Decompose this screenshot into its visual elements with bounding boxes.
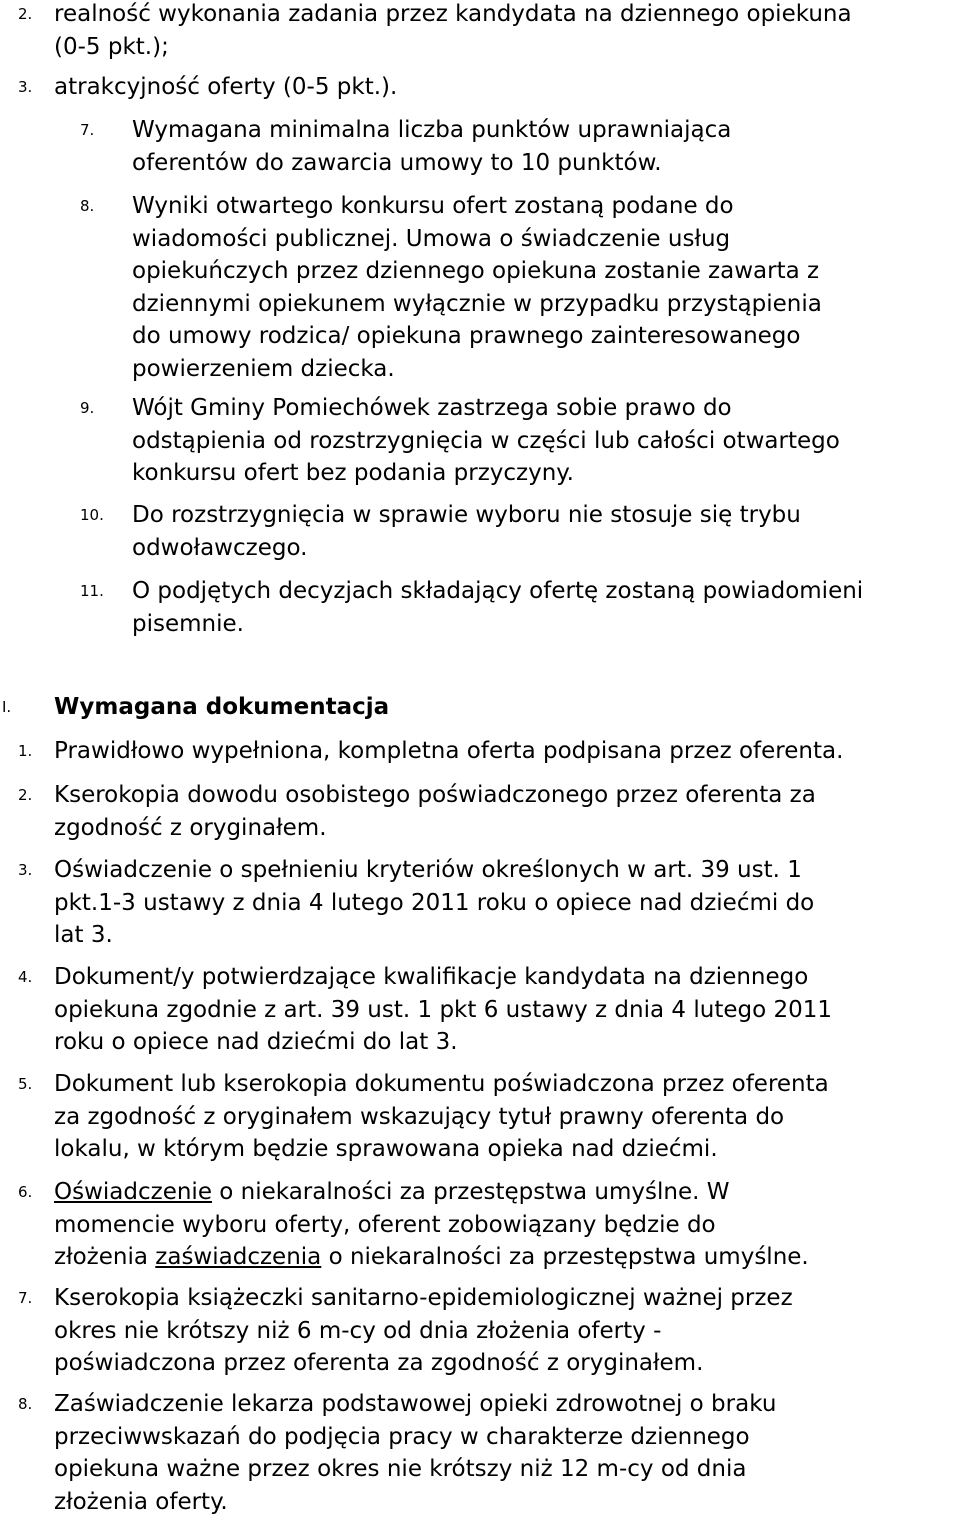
list-text	[54, 735, 843, 768]
text-line: Dokument lub kserokopia dokumentu poświadczona przez oferenta	[54, 1071, 829, 1097]
text-line: atrakcyjność oferty (0-5 pkt.).	[54, 74, 398, 100]
text-line	[54, 1241, 809, 1274]
text-fragment: złożenia	[54, 1244, 156, 1270]
list-text	[132, 499, 801, 564]
text-fragment: o niekaralności za przestępstwa umyślne.	[321, 1244, 809, 1270]
text-line: Kserokopia dowodu osobistego poświadczonego przez oferenta za	[54, 782, 816, 808]
list-text	[54, 854, 814, 952]
text-line: poświadczona przez oferenta za zgodność z oryginałem.	[54, 1350, 704, 1376]
list-number: 5.	[18, 1075, 33, 1093]
text-line: Wymagana minimalna liczba punktów uprawniająca	[132, 117, 732, 143]
list-text	[54, 71, 397, 104]
text-line: do umowy rodzica/ opiekuna prawnego zainteresowanego	[132, 323, 801, 349]
list-text	[54, 1068, 829, 1166]
text-line: powierzeniem dziecka.	[132, 355, 395, 382]
list-text	[132, 392, 840, 490]
text-line: opiekuńczych przez dziennego opiekuna zostanie zawarta z	[132, 258, 820, 284]
list-text	[54, 1282, 793, 1380]
text-line: (0-5 pkt.);	[54, 33, 169, 60]
text-line: momencie wyboru oferty, oferent zobowiązany będzie do	[54, 1211, 716, 1238]
list-text	[132, 114, 731, 179]
list-number: 10.	[80, 506, 104, 524]
section-title: Wymagana dokumentacja	[54, 694, 390, 720]
text-line: za zgodność z oryginałem wskazujący tytuł prawny oferenta do	[54, 1103, 785, 1130]
text-line: Zaświadczenie lekarza podstawowej opieki zdrowotnej o braku	[54, 1391, 777, 1417]
text-line: pisemnie.	[132, 610, 244, 637]
list-text	[54, 779, 816, 844]
text-line: okres nie krótszy niż 6 m-cy od dnia złożenia oferty -	[54, 1317, 662, 1344]
list-text	[132, 190, 822, 385]
text-line: opiekuna zgodnie z art. 39 ust. 1 pkt 6 ustawy z dnia 4 lutego 2011	[54, 996, 833, 1023]
list-number: 3.	[18, 78, 33, 96]
text-line: pkt.1-3 ustawy z dnia 4 lutego 2011 roku o opiece nad dziećmi do	[54, 889, 815, 916]
section-number: I.	[2, 698, 12, 716]
text-line: lokalu, w którym będzie sprawowana opieka nad dziećmi.	[54, 1136, 718, 1162]
list-number: 8.	[18, 1395, 33, 1413]
text-line: Prawidłowo wypełniona, kompletna oferta podpisana przez oferenta.	[54, 738, 844, 764]
text-fragment: o niekaralności za przestępstwa umyślne. W	[211, 1179, 730, 1205]
text-line: dziennymi opiekunem wyłącznie w przypadku przystąpienia	[132, 290, 822, 317]
text-line: złożenia oferty.	[54, 1488, 228, 1515]
text-line: konkursu ofert bez podania przyczyny.	[132, 460, 574, 486]
list-text	[54, 961, 832, 1059]
text-line: zgodność z oryginałem.	[54, 814, 327, 841]
text-line: Kserokopia książeczki sanitarno-epidemiologicznej ważnej przez	[54, 1285, 793, 1311]
list-text	[54, 1176, 809, 1274]
underlined-term: zaświadczenia	[155, 1244, 322, 1270]
text-line: roku o opiece nad dziećmi do lat 3.	[54, 1029, 458, 1055]
list-number: 1.	[18, 742, 33, 760]
underlined-term: Oświadczenie	[54, 1179, 212, 1205]
text-line: Dokument/y potwierdzające kwalifikacje kandydata na dziennego	[54, 964, 809, 990]
text-line: oferentów do zawarcia umowy to 10 punktów.	[132, 149, 662, 176]
text-line: realność wykonania zadania przez kandydata na dziennego opiekuna	[54, 1, 852, 27]
list-number: 11.	[80, 582, 104, 600]
list-number: 6.	[18, 1183, 33, 1201]
list-text	[132, 575, 863, 640]
list-text	[54, 0, 852, 63]
text-line: przeciwwskazań do podjęcia pracy w charakterze dziennego	[54, 1423, 750, 1450]
text-line: odwoławczego.	[132, 534, 308, 561]
text-line: opiekuna ważne przez okres nie krótszy niż 12 m-cy od dnia	[54, 1456, 747, 1482]
text-line: O podjętych decyzjach składający ofertę zostaną powiadomieni	[132, 578, 864, 604]
text-line: wiadomości publicznej. Umowa o świadczenie usług	[132, 225, 731, 252]
text-line: Wyniki otwartego konkursu ofert zostaną podane do	[132, 193, 734, 219]
text-line: Oświadczenie o spełnieniu kryteriów określonych w art. 39 ust. 1	[54, 857, 802, 883]
text-line: Wójt Gminy Pomiechówek zastrzega sobie prawo do	[132, 395, 732, 421]
list-number: 7.	[80, 121, 95, 139]
list-text	[54, 1388, 776, 1518]
list-number: 3.	[18, 861, 33, 879]
list-number: 4.	[18, 968, 33, 986]
list-number: 8.	[80, 197, 95, 215]
list-number: 9.	[80, 399, 95, 417]
text-line	[54, 1176, 809, 1209]
text-line: lat 3.	[54, 922, 113, 948]
list-number: 2.	[18, 5, 33, 23]
text-line: Do rozstrzygnięcia w sprawie wyboru nie stosuje się trybu	[132, 502, 801, 528]
text-line: odstąpienia od rozstrzygnięcia w części lub całości otwartego	[132, 427, 840, 454]
list-number: 7.	[18, 1289, 33, 1307]
list-number: 2.	[18, 786, 33, 804]
